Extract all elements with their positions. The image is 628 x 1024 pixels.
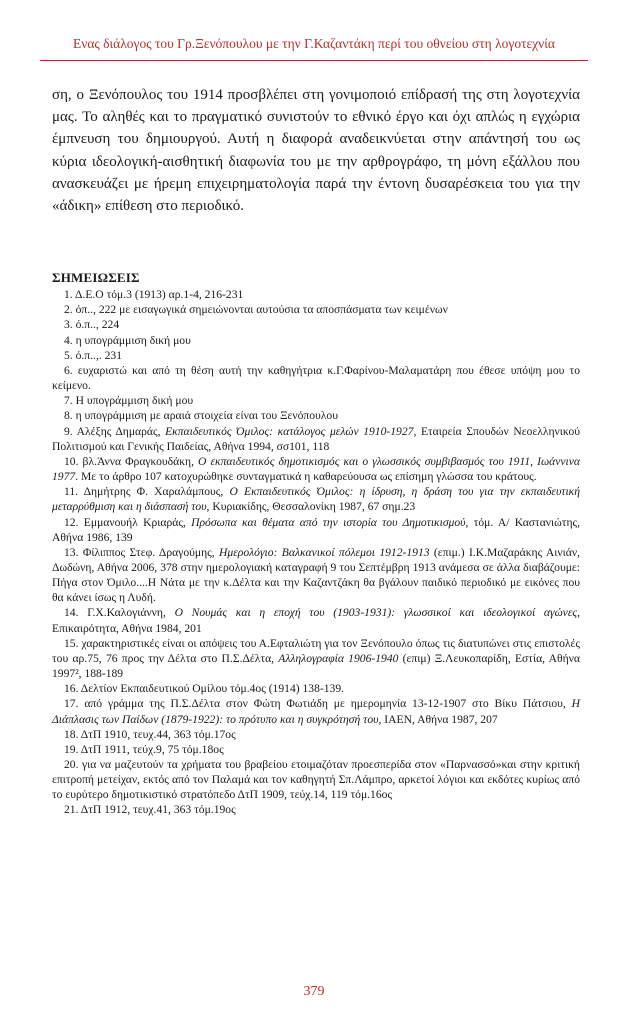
body-paragraph: ση, ο Ξενόπουλος του 1914 προσβλέπει στη γονιμοποιό επίδρασή της στη λογοτεχνία μας. Το αληθές και το πραγματικό συνιστούν το εθνικό έργο και όχι απλώς η εγχώρια έμπνευση του δημιουργού. Αυτή η διαφορά αναδεικνύεται στην απάντησή του ως κύρια ιδεολογική-αισθητική διαφωνία του με την αρθρογράφο, τη μόνη εξάλλου που ανασκευάζει με ήρεμη επιχειρηματολογία παρά την έντονη δυσαρέσκεια του για την «άδικη» επίθεση στο περιοδικό. (52, 87, 580, 215)
note-item (52, 757, 580, 802)
note-text: χαρακτηριστικές είναι οι απόψεις του Α.Εφταλιώτη για τον Ξενόπουλο όπως τις διατυπώνει στις επιστολές του αρ.75, 76 προς την Δέλτα στο Π.Σ.Δέλτα, (52, 636, 581, 665)
note-item (52, 287, 580, 302)
note-number: 7. (64, 394, 76, 408)
note-number: 8. (64, 409, 76, 423)
note-item (52, 393, 580, 408)
note-text: Εμμανουήλ Κριαράς, (83, 515, 192, 529)
note-text: ΔτΠ 1911, τεύχ.9, 75 τόμ.18ος (80, 742, 224, 756)
note-text: ό.π.., 224 (75, 318, 120, 332)
notes-section (52, 270, 580, 818)
note-text: ευχαριστώ και από τη θέση αυτή την καθηγήτρια κ.Γ.Φαρίνου-Μαλαματάρη που έθεσε υπόψη μου το κείμενο. (52, 363, 581, 393)
note-title-italic: Ο εκπαιδευτικός δημοτικισμός και ο γλωσσικός συμβιβασμός του 1911, Ιωάννινα 1977 (52, 454, 580, 484)
note-number: 15. (64, 636, 82, 650)
note-number: 9. (64, 424, 77, 438)
note-text: ΔτΠ 1912, τευχ.41, 363 τόμ.19ος (80, 803, 236, 817)
note-text: , Κυριακίδης, Θεσσαλονίκη 1987, 67 σημ.23 (206, 500, 416, 514)
note-number: 6. (64, 363, 78, 377)
note-text: Δελτίον Εκπαιδευτικού Ομίλου τόμ.4ος (1914) 138-139. (80, 682, 345, 696)
note-text: η υπογράμμιση με αραιά στοιχεία είναι του Ξενόπουλου (75, 409, 338, 423)
note-title-italic: Αλληλογραφία 1906-1940 (278, 651, 399, 665)
notes-title: ΣΗΜΕΙΩΣΕΙΣ (52, 270, 140, 285)
note-number: 10. (64, 454, 83, 468)
note-title-italic: Η Διάπλασις των Παίδων (1879-1922): το πρότυπο και η συγκρότησή του (52, 697, 580, 726)
header-rule (40, 60, 588, 61)
note-title-italic: Ο Νουμάς και η εποχή του (1903-1931): γλωσσικοί και ιδεολογικοί αγώνες (174, 606, 578, 620)
note-text: Δημήτρης Φ. Χαραλάμπους, (83, 485, 230, 499)
note-text: , Επικαιρότητα, Αθήνα 1984, 201 (52, 606, 581, 635)
note-number: 4. (64, 333, 76, 347)
note-number: 17. (64, 697, 85, 711)
note-item (52, 484, 580, 514)
note-item (52, 454, 580, 484)
note-number: 21. (64, 803, 81, 817)
note-text: από γράμμα της Π.Σ.Δέλτα στον Φώτη Φωτιάδη με ημερομηνία 13-12-1907 στο Βίκυ Πάτσιου, (84, 697, 572, 711)
page-number: 379 (303, 984, 325, 999)
note-title-italic: Ημερολόγιο: Βαλκανικοί πόλεμοι 1912-1913 (219, 545, 430, 559)
note-text: Η υπογράμμιση δική μου (75, 394, 194, 408)
note-number: 1. (64, 288, 75, 302)
note-text: για να μαζευτούν τα χρήματα του βραβείου ετοιμαζόταν προεσπερίδα στον «Παρνασσό»και στην κριτική επιτροπή μετείχαν, εκτός από τον Παλαμά και τον καθηγητή Σπ.Λάμπρο, αρκετοί λόγιοι και εκδότες κυρίως από το ευρύτερο δημοτικιστικό στρατόπεδο ΔτΠ 1909, τεύχ.14, 119 τόμ.16ος (52, 758, 580, 802)
note-number: 3. (64, 318, 76, 332)
note-text: Φίλιππος Στεφ. Δραγούμης, (82, 545, 220, 559)
running-head: Ενας διάλογος του Γρ.Ξενόπουλου με την Γ.Καζαντάκη περί του οθνείου στη λογοτεχνία (73, 36, 555, 51)
note-number: 18. (64, 727, 81, 741)
note-number: 5. (64, 348, 76, 362)
note-item (52, 515, 580, 545)
note-item (52, 333, 580, 348)
note-number: 11. (64, 485, 84, 499)
note-text: (επιμ) Ξ.Λευκοπαρίδη, Εστία, Αθήνα 1997², 188-189 (52, 651, 580, 681)
note-title-italic: Πρόσωπα και θέματα από την ιστορία του Δημοτικισμού (191, 515, 466, 529)
note-number: 19. (64, 742, 81, 756)
note-text: όπ.., 222 με εισαγωγικά σημειώνονται αυτούσια τα αποσπάσματα των κειμένων (75, 303, 448, 317)
note-title-italic: Εκπαιδευτικός Όμιλος: κατάλογος μελών 1910-1927 (165, 424, 414, 438)
note-item (52, 424, 580, 454)
note-number: 20. (64, 758, 82, 771)
note-text: , ΙΑΕΝ, Αθήνα 1987, 207 (378, 712, 498, 726)
note-item (52, 348, 580, 363)
note-text: , Εταιρεία Σπουδών Νεοελληνικού Πολιτισμού και Γενικής Παιδείας, Αθήνα 1994, σσ101, 118 (52, 424, 580, 453)
note-item (52, 302, 580, 317)
note-item (52, 802, 580, 817)
note-item (52, 696, 580, 726)
note-item (52, 363, 580, 393)
note-number: 13. (64, 545, 83, 559)
note-text: ό.π..,. 231 (75, 348, 123, 362)
note-text: , τόμ. Α/ Καστανιώτης, Αθήνα 1986, 139 (52, 515, 580, 544)
note-item (52, 317, 580, 332)
note-text: Γ.Χ.Καλογιάννη, (87, 606, 175, 620)
note-item (52, 545, 580, 606)
note-item (52, 742, 580, 757)
note-text: η υπογράμμιση δική μου (75, 333, 191, 347)
note-text: (επιμ.) Ι.Κ.Μαζαράκης Αινιάν, Δωδώνη, Αθήνα 2006, 378 στην ημερολογιακή καταγραφή 9 του Σεπτέμβρη 1913 ανάμεσα σε άλλα διαβάζουμε: Πήγα στον Όμιλο....Η Νάτα με την κ.Δέλτα και την Καζαντζάκη θα βγάλουν παιδικό περιοδικό με εικόνες που θα κάνει ίσως η Λυδή. (52, 545, 580, 605)
note-number: 12. (64, 515, 84, 529)
note-item (52, 681, 580, 696)
note-text: Αλέξης Δημαράς, (76, 424, 166, 438)
note-text: . Με το άρθρο 107 κατοχυρώθηκε συνταγματικά η καθαρεύουσα ως επίσημη γλώσσα του κράτους. (75, 470, 537, 484)
note-number: 16. (64, 682, 81, 696)
notes-list (52, 287, 580, 817)
note-item (52, 636, 580, 681)
note-number: 14. (64, 606, 88, 620)
note-item (52, 605, 580, 635)
note-title-italic: Ο Εκπαιδευτικός Όμιλος: η ίδρυση, η δράση του για την εκπαιδευτική μεταρρύθμιση και η διάσπασή του (52, 485, 580, 514)
note-item (52, 408, 580, 423)
note-text: ΔτΠ 1910, τευχ.44, 363 τόμ.17ος (80, 727, 236, 741)
note-number: 2. (64, 303, 76, 317)
note-text: βλ.Άννα Φραγκουδάκη, (82, 454, 199, 468)
note-item (52, 727, 580, 742)
note-text: Δ.Ε.Ο τόμ.3 (1913) αρ.1-4, 216-231 (74, 288, 244, 302)
